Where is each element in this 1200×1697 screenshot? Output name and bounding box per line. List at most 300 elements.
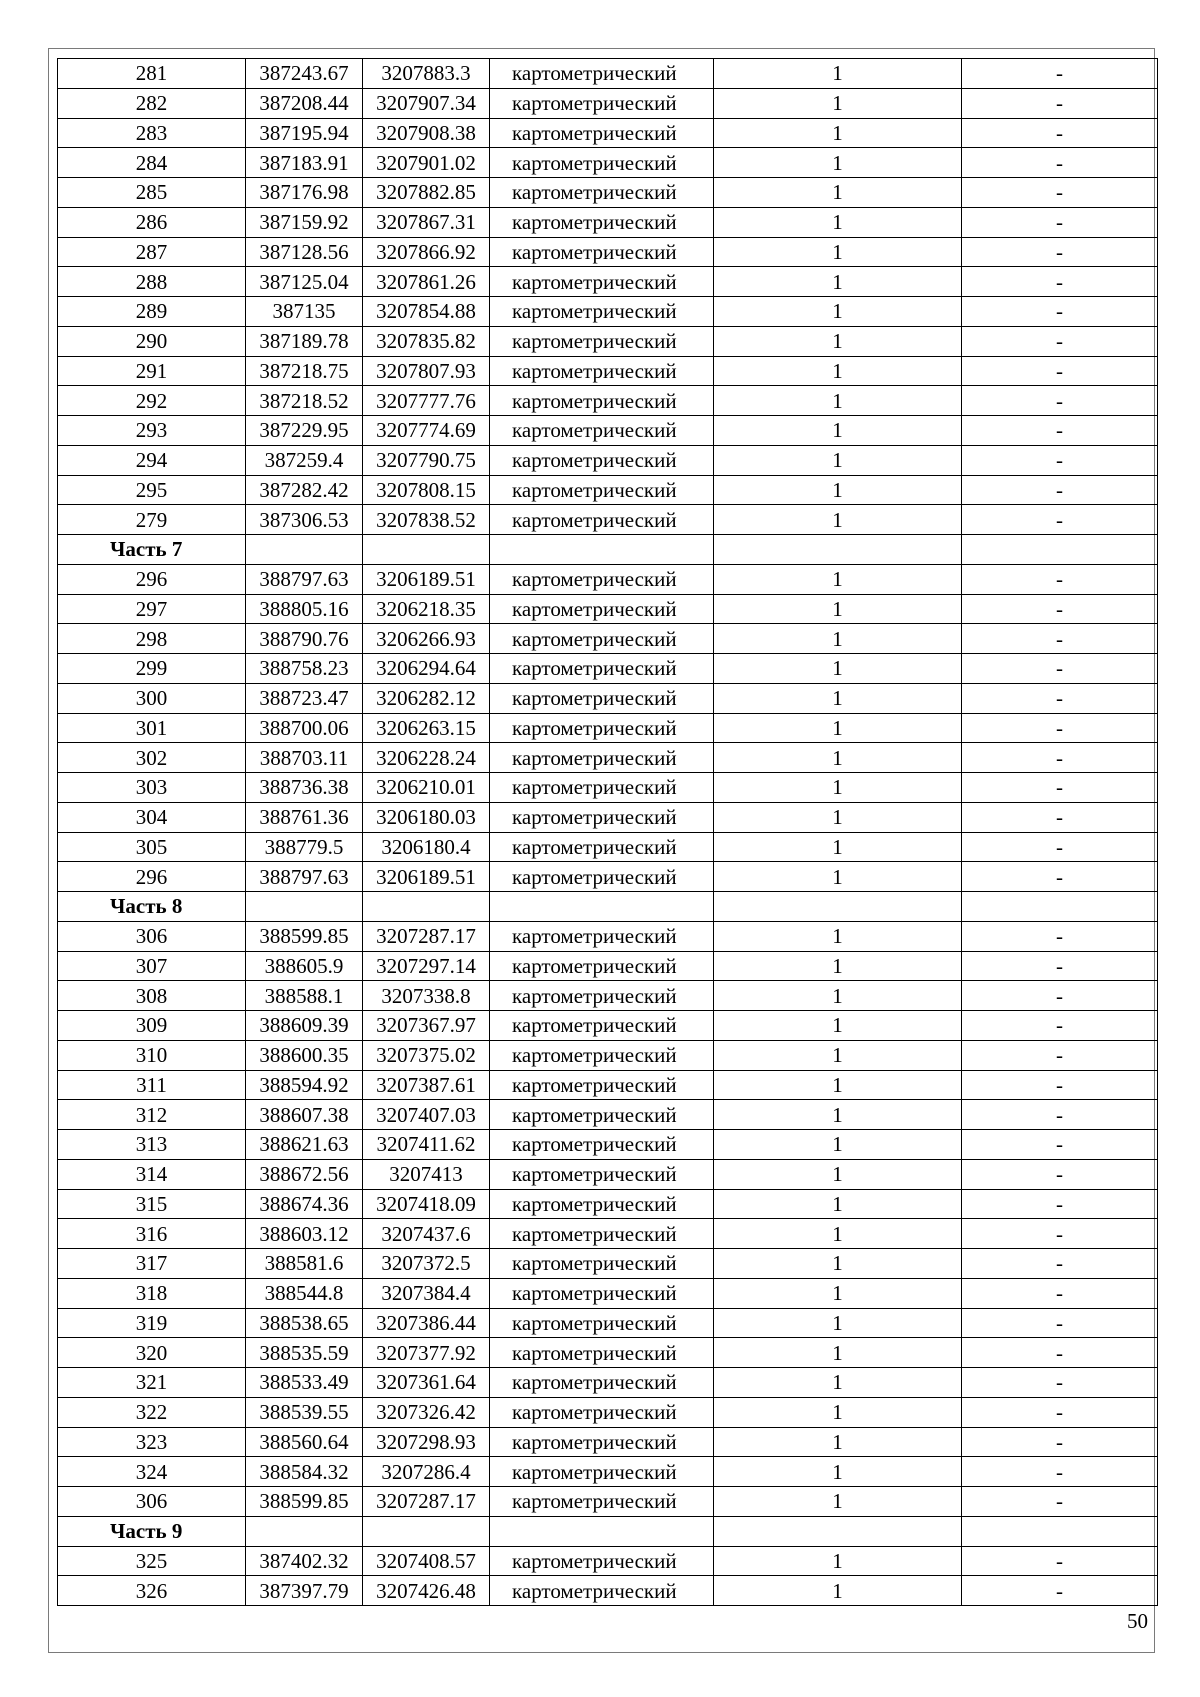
- empty-cell: [714, 535, 962, 565]
- empty-cell: [246, 535, 363, 565]
- point-number-cell: 309: [58, 1011, 246, 1041]
- method-cell: картометрический: [490, 1189, 714, 1219]
- note-cell: -: [962, 267, 1158, 297]
- note-cell: -: [962, 624, 1158, 654]
- note-cell: -: [962, 1397, 1158, 1427]
- coord-x-cell: 388672.56: [246, 1159, 363, 1189]
- accuracy-cell: 1: [714, 356, 962, 386]
- method-cell: картометрический: [490, 356, 714, 386]
- coord-x-cell: 388599.85: [246, 1487, 363, 1517]
- point-number-cell: 303: [58, 773, 246, 803]
- table-row: [58, 951, 1158, 981]
- method-cell: картометрический: [490, 1368, 714, 1398]
- accuracy-cell: 1: [714, 773, 962, 803]
- note-cell: -: [962, 59, 1158, 89]
- coord-x-cell: 388539.55: [246, 1397, 363, 1427]
- point-number-cell: 302: [58, 743, 246, 773]
- method-cell: картометрический: [490, 773, 714, 803]
- coord-x-cell: 388797.63: [246, 564, 363, 594]
- coord-y-cell: 3207437.6: [363, 1219, 490, 1249]
- method-cell: картометрический: [490, 1040, 714, 1070]
- table-row: [58, 1576, 1158, 1606]
- table-row: [58, 1308, 1158, 1338]
- method-cell: картометрический: [490, 1546, 714, 1576]
- note-cell: -: [962, 1100, 1158, 1130]
- note-cell: -: [962, 654, 1158, 684]
- point-number-cell: 281: [58, 59, 246, 89]
- method-cell: картометрический: [490, 594, 714, 624]
- table-row: [58, 802, 1158, 832]
- note-cell: -: [962, 1278, 1158, 1308]
- method-cell: картометрический: [490, 862, 714, 892]
- section-label: Часть 9: [58, 1516, 246, 1546]
- coord-y-cell: 3207854.88: [363, 297, 490, 327]
- coord-x-cell: 388607.38: [246, 1100, 363, 1130]
- method-cell: картометрический: [490, 624, 714, 654]
- coord-x-cell: 387195.94: [246, 118, 363, 148]
- coord-y-cell: 3207907.34: [363, 88, 490, 118]
- method-cell: картометрический: [490, 178, 714, 208]
- coord-y-cell: 3207413: [363, 1159, 490, 1189]
- method-cell: картометрический: [490, 713, 714, 743]
- method-cell: картометрический: [490, 1487, 714, 1517]
- coord-x-cell: 388700.06: [246, 713, 363, 743]
- empty-cell: [246, 1516, 363, 1546]
- point-number-cell: 321: [58, 1368, 246, 1398]
- coord-y-cell: 3206180.4: [363, 832, 490, 862]
- coord-y-cell: 3207367.97: [363, 1011, 490, 1041]
- coord-x-cell: 388723.47: [246, 683, 363, 713]
- accuracy-cell: 1: [714, 386, 962, 416]
- accuracy-cell: 1: [714, 1100, 962, 1130]
- method-cell: картометрический: [490, 237, 714, 267]
- table-row: [58, 1338, 1158, 1368]
- note-cell: -: [962, 1308, 1158, 1338]
- table-row: [58, 1189, 1158, 1219]
- table-row: [58, 88, 1158, 118]
- accuracy-cell: 1: [714, 1189, 962, 1219]
- table-row: [58, 654, 1158, 684]
- coord-x-cell: 387183.91: [246, 148, 363, 178]
- method-cell: картометрический: [490, 1576, 714, 1606]
- method-cell: картометрический: [490, 445, 714, 475]
- coord-y-cell: 3207361.64: [363, 1368, 490, 1398]
- coord-x-cell: 388790.76: [246, 624, 363, 654]
- note-cell: -: [962, 445, 1158, 475]
- point-number-cell: 316: [58, 1219, 246, 1249]
- page-number: 50: [1127, 1609, 1148, 1633]
- note-cell: -: [962, 505, 1158, 535]
- method-cell: картометрический: [490, 326, 714, 356]
- point-number-cell: 298: [58, 624, 246, 654]
- table-section-row: [58, 535, 1158, 565]
- coord-x-cell: 388609.39: [246, 1011, 363, 1041]
- coord-x-cell: 388581.6: [246, 1249, 363, 1279]
- coord-y-cell: 3206263.15: [363, 713, 490, 743]
- note-cell: -: [962, 386, 1158, 416]
- point-number-cell: 300: [58, 683, 246, 713]
- method-cell: картометрический: [490, 743, 714, 773]
- table-row: [58, 1278, 1158, 1308]
- point-number-cell: 296: [58, 564, 246, 594]
- coord-y-cell: 3206266.93: [363, 624, 490, 654]
- coord-y-cell: 3207411.62: [363, 1130, 490, 1160]
- empty-cell: [962, 535, 1158, 565]
- table-row: [58, 862, 1158, 892]
- section-label: Часть 7: [58, 535, 246, 565]
- coord-x-cell: 388779.5: [246, 832, 363, 862]
- accuracy-cell: 1: [714, 118, 962, 148]
- coord-y-cell: 3207418.09: [363, 1189, 490, 1219]
- point-number-cell: 310: [58, 1040, 246, 1070]
- note-cell: -: [962, 1011, 1158, 1041]
- note-cell: -: [962, 475, 1158, 505]
- note-cell: -: [962, 594, 1158, 624]
- table-section-row: [58, 892, 1158, 922]
- coord-y-cell: 3207808.15: [363, 475, 490, 505]
- point-number-cell: 323: [58, 1427, 246, 1457]
- note-cell: -: [962, 802, 1158, 832]
- point-number-cell: 294: [58, 445, 246, 475]
- method-cell: картометрический: [490, 475, 714, 505]
- accuracy-cell: 1: [714, 237, 962, 267]
- note-cell: -: [962, 862, 1158, 892]
- accuracy-cell: 1: [714, 1368, 962, 1398]
- table-row: [58, 1011, 1158, 1041]
- method-cell: картометрический: [490, 148, 714, 178]
- accuracy-cell: 1: [714, 832, 962, 862]
- point-number-cell: 284: [58, 148, 246, 178]
- accuracy-cell: 1: [714, 713, 962, 743]
- coord-y-cell: 3206189.51: [363, 564, 490, 594]
- coord-x-cell: 387189.78: [246, 326, 363, 356]
- point-number-cell: 306: [58, 1487, 246, 1517]
- table-row: [58, 386, 1158, 416]
- point-number-cell: 319: [58, 1308, 246, 1338]
- method-cell: картометрический: [490, 1219, 714, 1249]
- method-cell: картометрический: [490, 1159, 714, 1189]
- point-number-cell: 318: [58, 1278, 246, 1308]
- point-number-cell: 307: [58, 951, 246, 981]
- empty-cell: [490, 892, 714, 922]
- note-cell: -: [962, 148, 1158, 178]
- coord-x-cell: 388584.32: [246, 1457, 363, 1487]
- table-row: [58, 207, 1158, 237]
- empty-cell: [246, 892, 363, 922]
- table-row: [58, 773, 1158, 803]
- method-cell: картометрический: [490, 564, 714, 594]
- point-number-cell: 299: [58, 654, 246, 684]
- note-cell: -: [962, 88, 1158, 118]
- coord-y-cell: 3207835.82: [363, 326, 490, 356]
- note-cell: -: [962, 326, 1158, 356]
- coord-x-cell: 388805.16: [246, 594, 363, 624]
- coord-y-cell: 3207287.17: [363, 1487, 490, 1517]
- coord-x-cell: 388603.12: [246, 1219, 363, 1249]
- coord-y-cell: 3207883.3: [363, 59, 490, 89]
- table-row: [58, 921, 1158, 951]
- method-cell: картометрический: [490, 1100, 714, 1130]
- coord-x-cell: 388703.11: [246, 743, 363, 773]
- table-row: [58, 1100, 1158, 1130]
- coord-x-cell: 387128.56: [246, 237, 363, 267]
- empty-cell: [363, 535, 490, 565]
- table-row: [58, 148, 1158, 178]
- method-cell: картометрический: [490, 921, 714, 951]
- coord-y-cell: 3207866.92: [363, 237, 490, 267]
- point-number-cell: 313: [58, 1130, 246, 1160]
- coord-x-cell: 387159.92: [246, 207, 363, 237]
- coord-y-cell: 3207286.4: [363, 1457, 490, 1487]
- note-cell: -: [962, 1338, 1158, 1368]
- point-number-cell: 305: [58, 832, 246, 862]
- coord-y-cell: 3207882.85: [363, 178, 490, 208]
- point-number-cell: 308: [58, 981, 246, 1011]
- accuracy-cell: 1: [714, 802, 962, 832]
- note-cell: -: [962, 1368, 1158, 1398]
- accuracy-cell: 1: [714, 1397, 962, 1427]
- note-cell: -: [962, 1576, 1158, 1606]
- point-number-cell: 290: [58, 326, 246, 356]
- coord-x-cell: 388736.38: [246, 773, 363, 803]
- accuracy-cell: 1: [714, 981, 962, 1011]
- coord-x-cell: 387397.79: [246, 1576, 363, 1606]
- method-cell: картометрический: [490, 1457, 714, 1487]
- note-cell: -: [962, 683, 1158, 713]
- note-cell: -: [962, 1040, 1158, 1070]
- accuracy-cell: 1: [714, 1487, 962, 1517]
- note-cell: -: [962, 921, 1158, 951]
- method-cell: картометрический: [490, 1338, 714, 1368]
- coord-x-cell: 387125.04: [246, 267, 363, 297]
- accuracy-cell: 1: [714, 654, 962, 684]
- point-number-cell: 296: [58, 862, 246, 892]
- note-cell: -: [962, 1070, 1158, 1100]
- method-cell: картометрический: [490, 207, 714, 237]
- table-row: [58, 1130, 1158, 1160]
- coord-y-cell: 3206282.12: [363, 683, 490, 713]
- method-cell: картометрический: [490, 802, 714, 832]
- table-row: [58, 475, 1158, 505]
- table-row: [58, 59, 1158, 89]
- table-row: [58, 237, 1158, 267]
- point-number-cell: 325: [58, 1546, 246, 1576]
- accuracy-cell: 1: [714, 297, 962, 327]
- accuracy-cell: 1: [714, 1011, 962, 1041]
- method-cell: картометрический: [490, 88, 714, 118]
- empty-cell: [714, 1516, 962, 1546]
- table-row: [58, 594, 1158, 624]
- table-row: [58, 1368, 1158, 1398]
- coord-y-cell: 3207908.38: [363, 118, 490, 148]
- accuracy-cell: 1: [714, 475, 962, 505]
- table-row: [58, 326, 1158, 356]
- table-row: [58, 445, 1158, 475]
- table-row: [58, 1249, 1158, 1279]
- empty-cell: [962, 1516, 1158, 1546]
- note-cell: -: [962, 237, 1158, 267]
- point-number-cell: 311: [58, 1070, 246, 1100]
- note-cell: -: [962, 564, 1158, 594]
- table-row: [58, 1427, 1158, 1457]
- coord-y-cell: 3207807.93: [363, 356, 490, 386]
- coord-x-cell: 388605.9: [246, 951, 363, 981]
- accuracy-cell: 1: [714, 1040, 962, 1070]
- coord-x-cell: 388674.36: [246, 1189, 363, 1219]
- coord-y-cell: 3207901.02: [363, 148, 490, 178]
- method-cell: картометрический: [490, 951, 714, 981]
- note-cell: -: [962, 713, 1158, 743]
- coord-y-cell: 3206180.03: [363, 802, 490, 832]
- table-row: [58, 1487, 1158, 1517]
- method-cell: картометрический: [490, 1249, 714, 1279]
- coordinates-table: [57, 58, 1158, 1606]
- note-cell: -: [962, 1159, 1158, 1189]
- note-cell: -: [962, 1487, 1158, 1517]
- method-cell: картометрический: [490, 654, 714, 684]
- accuracy-cell: 1: [714, 207, 962, 237]
- method-cell: картометрический: [490, 832, 714, 862]
- accuracy-cell: 1: [714, 1159, 962, 1189]
- note-cell: -: [962, 951, 1158, 981]
- accuracy-cell: 1: [714, 1219, 962, 1249]
- method-cell: картометрический: [490, 1397, 714, 1427]
- coord-y-cell: 3206189.51: [363, 862, 490, 892]
- empty-cell: [962, 892, 1158, 922]
- coord-y-cell: 3207377.92: [363, 1338, 490, 1368]
- coord-x-cell: 388594.92: [246, 1070, 363, 1100]
- point-number-cell: 291: [58, 356, 246, 386]
- method-cell: картометрический: [490, 267, 714, 297]
- coord-y-cell: 3206210.01: [363, 773, 490, 803]
- accuracy-cell: 1: [714, 1546, 962, 1576]
- coord-y-cell: 3207326.42: [363, 1397, 490, 1427]
- note-cell: -: [962, 356, 1158, 386]
- table-row: [58, 118, 1158, 148]
- accuracy-cell: 1: [714, 743, 962, 773]
- coord-x-cell: 387282.42: [246, 475, 363, 505]
- coord-x-cell: 388560.64: [246, 1427, 363, 1457]
- table-row: [58, 713, 1158, 743]
- point-number-cell: 324: [58, 1457, 246, 1487]
- section-label: Часть 8: [58, 892, 246, 922]
- point-number-cell: 282: [58, 88, 246, 118]
- point-number-cell: 312: [58, 1100, 246, 1130]
- table-row: [58, 564, 1158, 594]
- coord-x-cell: 387306.53: [246, 505, 363, 535]
- note-cell: -: [962, 416, 1158, 446]
- point-number-cell: 315: [58, 1189, 246, 1219]
- coord-x-cell: 388588.1: [246, 981, 363, 1011]
- accuracy-cell: 1: [714, 178, 962, 208]
- point-number-cell: 293: [58, 416, 246, 446]
- accuracy-cell: 1: [714, 951, 962, 981]
- coord-y-cell: 3207375.02: [363, 1040, 490, 1070]
- table-row: [58, 178, 1158, 208]
- point-number-cell: 287: [58, 237, 246, 267]
- note-cell: -: [962, 981, 1158, 1011]
- accuracy-cell: 1: [714, 1130, 962, 1160]
- table-row: [58, 1397, 1158, 1427]
- coord-y-cell: 3207297.14: [363, 951, 490, 981]
- coord-y-cell: 3207298.93: [363, 1427, 490, 1457]
- point-number-cell: 289: [58, 297, 246, 327]
- coord-y-cell: 3206228.24: [363, 743, 490, 773]
- coord-x-cell: 388535.59: [246, 1338, 363, 1368]
- table-row: [58, 743, 1158, 773]
- note-cell: -: [962, 773, 1158, 803]
- coord-y-cell: 3207774.69: [363, 416, 490, 446]
- accuracy-cell: 1: [714, 1308, 962, 1338]
- table-row: [58, 505, 1158, 535]
- accuracy-cell: 1: [714, 148, 962, 178]
- accuracy-cell: 1: [714, 683, 962, 713]
- coord-x-cell: 388797.63: [246, 862, 363, 892]
- coord-x-cell: 387208.44: [246, 88, 363, 118]
- coord-x-cell: 388544.8: [246, 1278, 363, 1308]
- point-number-cell: 288: [58, 267, 246, 297]
- accuracy-cell: 1: [714, 1576, 962, 1606]
- table-row: [58, 832, 1158, 862]
- empty-cell: [363, 1516, 490, 1546]
- empty-cell: [490, 1516, 714, 1546]
- note-cell: -: [962, 1189, 1158, 1219]
- coord-x-cell: 388758.23: [246, 654, 363, 684]
- accuracy-cell: 1: [714, 1338, 962, 1368]
- accuracy-cell: 1: [714, 564, 962, 594]
- empty-cell: [490, 535, 714, 565]
- accuracy-cell: 1: [714, 445, 962, 475]
- point-number-cell: 285: [58, 178, 246, 208]
- table-row: [58, 1070, 1158, 1100]
- coord-y-cell: 3207386.44: [363, 1308, 490, 1338]
- coord-x-cell: 387218.52: [246, 386, 363, 416]
- table-row: [58, 416, 1158, 446]
- accuracy-cell: 1: [714, 1427, 962, 1457]
- point-number-cell: 326: [58, 1576, 246, 1606]
- coord-x-cell: 387218.75: [246, 356, 363, 386]
- note-cell: -: [962, 1457, 1158, 1487]
- coord-y-cell: 3206294.64: [363, 654, 490, 684]
- accuracy-cell: 1: [714, 862, 962, 892]
- accuracy-cell: 1: [714, 59, 962, 89]
- method-cell: картометрический: [490, 683, 714, 713]
- table-row: [58, 267, 1158, 297]
- coord-x-cell: 387229.95: [246, 416, 363, 446]
- point-number-cell: 314: [58, 1159, 246, 1189]
- empty-cell: [363, 892, 490, 922]
- accuracy-cell: 1: [714, 594, 962, 624]
- note-cell: -: [962, 178, 1158, 208]
- accuracy-cell: 1: [714, 326, 962, 356]
- note-cell: -: [962, 118, 1158, 148]
- coord-y-cell: 3206218.35: [363, 594, 490, 624]
- method-cell: картометрический: [490, 505, 714, 535]
- note-cell: -: [962, 832, 1158, 862]
- coord-y-cell: 3207790.75: [363, 445, 490, 475]
- accuracy-cell: 1: [714, 921, 962, 951]
- accuracy-cell: 1: [714, 624, 962, 654]
- point-number-cell: 322: [58, 1397, 246, 1427]
- table-row: [58, 1219, 1158, 1249]
- note-cell: -: [962, 1546, 1158, 1576]
- point-number-cell: 279: [58, 505, 246, 535]
- accuracy-cell: 1: [714, 505, 962, 535]
- coord-y-cell: 3207407.03: [363, 1100, 490, 1130]
- accuracy-cell: 1: [714, 1249, 962, 1279]
- coord-y-cell: 3207338.8: [363, 981, 490, 1011]
- table-row: [58, 683, 1158, 713]
